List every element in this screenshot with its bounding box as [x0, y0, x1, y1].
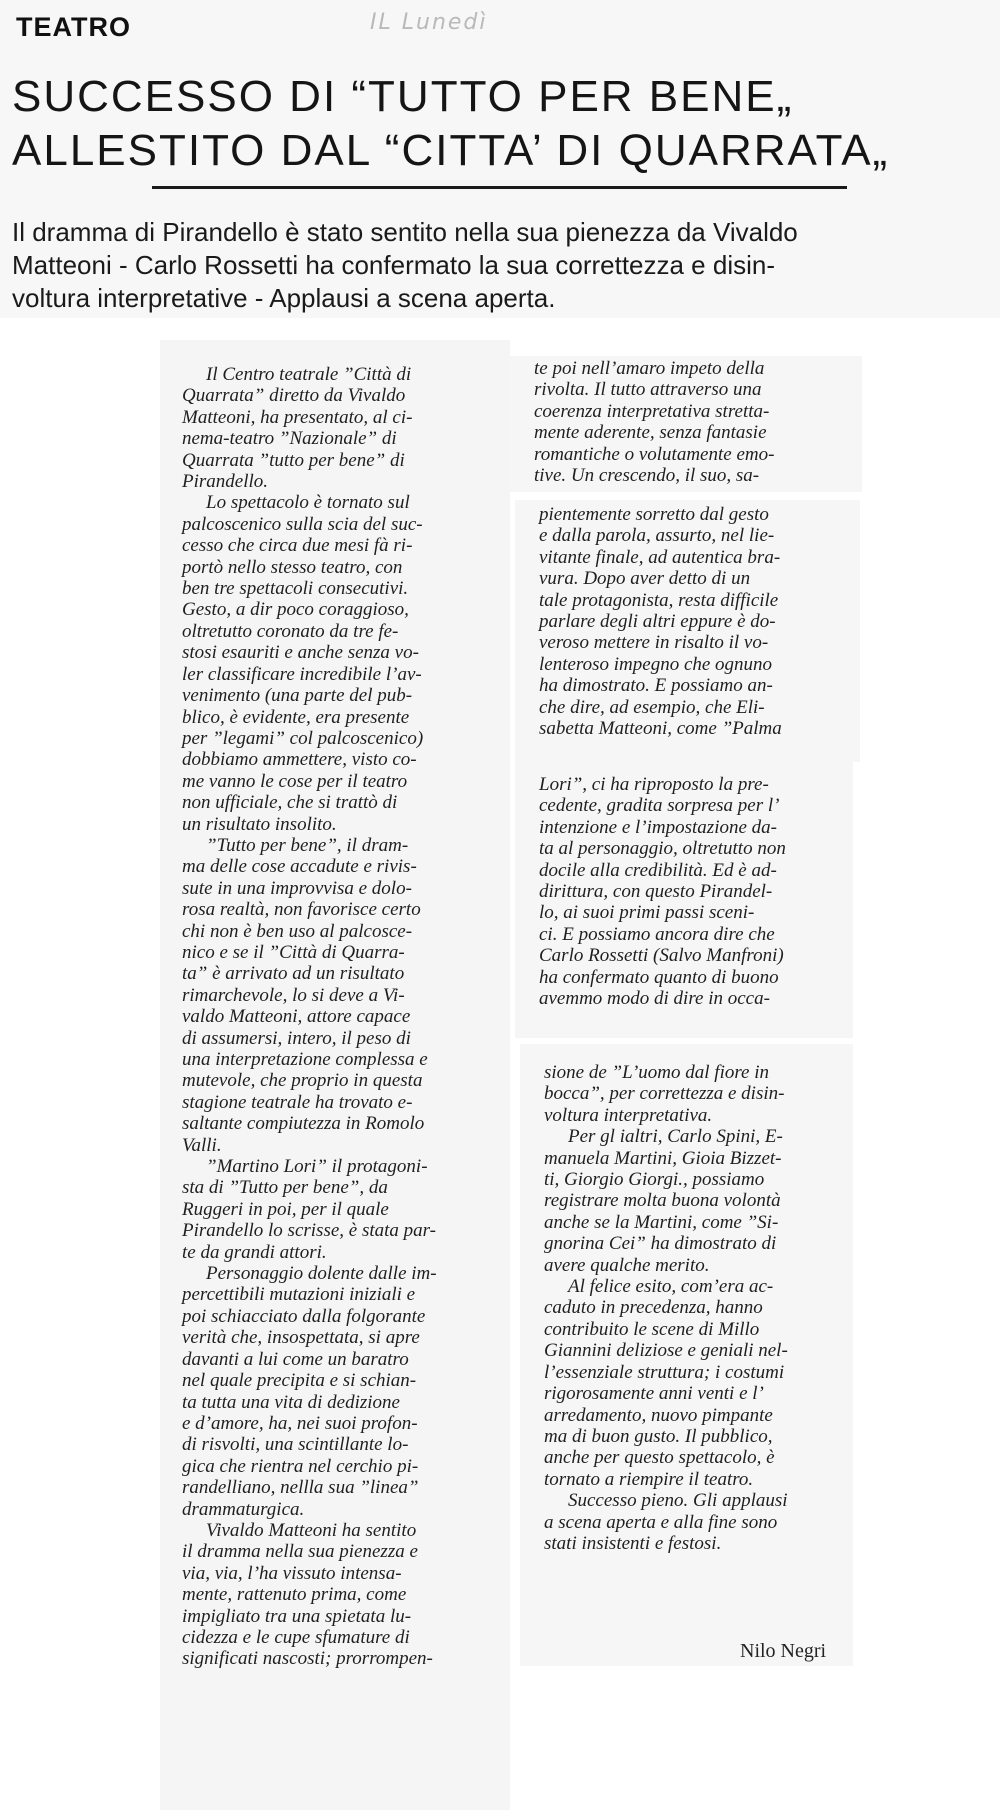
article-line: Pirandello lo scrisse, è stata par- [182, 1220, 436, 1242]
article-line: sabetta Matteoni, come ”Palma [539, 718, 782, 740]
article-line: rivolta. Il tutto attraverso una [534, 379, 762, 401]
article-line: Gesto, a dir poco coraggioso, [182, 599, 409, 621]
article-line: ”Martino Lori” il protagoni- [206, 1156, 428, 1178]
article-line: una interpretazione complessa e [182, 1049, 428, 1070]
article-line: nico e se il ”Città di Quarra- [182, 941, 405, 963]
article-line: lo, ai suoi primi passi sceni- [539, 902, 755, 924]
article-line: dirittura, con questo Pirandel- [539, 881, 773, 903]
article-line: ”Tutto per bene”, il dram- [206, 834, 409, 856]
article-line: Per gl ialtri, Carlo Spini, E- [568, 1126, 783, 1148]
article-line: bocca”, per correttezza e disin- [544, 1083, 785, 1105]
article-line: non ufficiale, che si trattò di [182, 792, 398, 814]
article-line: nel quale precipita e si schian- [182, 1370, 417, 1392]
article-line: caduto in precedenza, hanno [544, 1297, 763, 1319]
subheadline-line: Matteoni - Carlo Rossetti ha confermato la sua correttezza e disin- [12, 250, 776, 280]
article-line: Vivaldo Matteoni ha sentito [206, 1519, 417, 1541]
article-line: sta di ”Tutto per bene”, da [182, 1177, 388, 1199]
article-line: ti, Giorgio Giorgi., possiamo [544, 1169, 765, 1191]
subheadline-line: Il dramma di Pirandello è stato sentito nella sua pienezza da Vivaldo [12, 217, 798, 247]
article-line: te poi nell’amaro impeto della [534, 358, 765, 379]
article-line: stosi esauriti e anche senza vo- [182, 642, 419, 664]
article-line: l’essenziale struttura; i costumi [544, 1361, 785, 1383]
article-line: mente, rattenuto prima, come [182, 1584, 407, 1606]
article-line: e d’amore, ha, nei suoi profon- [182, 1412, 418, 1434]
article-line: via, via, l’ha vissuto intensa- [182, 1562, 402, 1584]
article-line: ha dimostrato. E possiamo an- [539, 675, 773, 697]
headline [12, 70, 997, 178]
article-line: sione de ”L’uomo dal fiore in [544, 1062, 770, 1083]
article-line: e dalla parola, assurto, nel lie- [539, 525, 775, 547]
article-line: manuela Martini, Gioia Bizzet- [544, 1147, 782, 1169]
article-line: gnorina Cei” ha dimostrato di [544, 1233, 777, 1255]
article-line: coerenza interpretativa stretta- [534, 400, 770, 422]
article-line: poi schiacciato dalla folgorante [182, 1305, 426, 1327]
article-line: Matteoni, ha presentato, al ci- [182, 406, 413, 428]
article-line: cidezza e le cupe sfumature di [182, 1626, 410, 1648]
article-line: drammaturgica. [182, 1498, 305, 1520]
article-line: Pirandello. [182, 471, 269, 493]
article-line: ma delle cose accadute e rivis- [182, 856, 417, 878]
article-line: cesso che circa due mesi fà ri- [182, 535, 413, 557]
article-line: Giannini deliziose e geniali nel- [544, 1340, 788, 1362]
article-line: significati nascosti; prorrompen- [182, 1648, 433, 1670]
article-line: pientemente sorretto dal gesto [539, 504, 769, 525]
article-line: davanti a lui come un baratro [182, 1348, 409, 1370]
article-line: palcoscenico sulla scia del suc- [182, 513, 423, 535]
article-line: anche se la Martini, come ”Si- [544, 1211, 779, 1233]
article-line: ta tutta una vita di dedizione [182, 1391, 400, 1413]
article-line: tornato a riempire il teatro. [544, 1468, 754, 1490]
article-line: un risultato insolito. [182, 813, 337, 835]
article-line: rimarchevole, lo si deve a Vi- [182, 984, 405, 1006]
article-line: ta al personaggio, oltretutto non [539, 838, 786, 860]
article-clip-1 [510, 356, 862, 492]
article-line: registrare molta buona volontà [544, 1190, 781, 1212]
article-line: verità che, insospettata, si apre [182, 1327, 420, 1349]
article-line: ler classificare incredibile l’av- [182, 663, 422, 685]
article-line: oltretutto coronato da tre fe- [182, 620, 399, 642]
article-line: a scena aperta e alla fine sono [544, 1511, 778, 1533]
article-line: romantiche o volutamente emo- [534, 443, 775, 465]
headline-rule [152, 186, 847, 189]
article-line: saltante compiutezza in Romolo [182, 1113, 425, 1135]
article-line: impigliato tra una spietata lu- [182, 1605, 412, 1627]
article-line: Lo spettacolo è tornato sul [206, 492, 410, 514]
article-line: avemmo modo di dire in occa- [539, 988, 770, 1010]
article-clip-4 [520, 1044, 853, 1666]
article-line: dobbiamo ammettere, visto co- [182, 749, 417, 771]
article-line: blico, è evidente, era presente [182, 706, 410, 728]
article-line: contribuito le scene di Millo [544, 1318, 760, 1340]
article-line: ha confermato quanto di buono [539, 966, 779, 988]
subheadline-line: voltura interpretative - Applausi a scena aperta. [12, 283, 556, 313]
article-clip-2 [515, 500, 860, 762]
subheadline [12, 216, 992, 315]
article-clip-3 [515, 762, 853, 1038]
article-line: avere qualche merito. [544, 1254, 710, 1276]
article-line: rosa realtà, non favorisce certo [182, 899, 421, 921]
article-line: il dramma nella sua pienezza e [182, 1541, 418, 1563]
article-line: rigorosamente anni venti e l’ [544, 1383, 764, 1405]
article-line: di assumersi, intero, il peso di [182, 1027, 411, 1049]
article-line: Quarrata” diretto da Vivaldo [182, 385, 406, 407]
article-line: cedente, gradita sorpresa per l’ [539, 795, 780, 817]
article-line: Successo pieno. Gli applausi [568, 1490, 788, 1512]
article-line: vitante finale, ad autentica bra- [539, 546, 781, 568]
article-line: venimento (una parte del pub- [182, 685, 413, 707]
headline-line: ALLESTITO DAL “CITTA’ DI QUARRATA„ [12, 126, 890, 175]
article-line: ta” è arrivato ad un risultato [182, 963, 405, 985]
article-line: vura. Dopo aver detto di un [539, 568, 751, 590]
article-line: portò nello stesso teatro, con [182, 556, 403, 578]
article-line: valdo Matteoni, attore capace [182, 1006, 411, 1028]
article-line: me vanno le cose per il teatro [182, 770, 408, 792]
article-line: te da grandi attori. [182, 1241, 327, 1263]
article-line: Il Centro teatrale ”Città di [206, 364, 412, 385]
article-line: intenzione e l’impostazione da- [539, 816, 777, 838]
article-line: Ruggeri in poi, per il quale [182, 1198, 389, 1220]
article-line: anche per questo spettacolo, è [544, 1447, 775, 1469]
article-line: ma di buon gusto. Il pubblico, [544, 1425, 773, 1447]
article-line: ci. E possiamo ancora dire che [539, 923, 775, 945]
article-column-left [160, 340, 510, 1810]
article-line: randelliano, nellla sua ”linea” [182, 1477, 419, 1499]
article-line: ben tre spettacoli consecutivi. [182, 578, 409, 600]
article-line: per ”legami” col palcoscenico) [182, 727, 424, 749]
article-line: nema-teatro ”Nazionale” di [182, 428, 397, 450]
article-line: tive. Un crescendo, il suo, sa- [534, 465, 760, 487]
article-line: tale protagonista, resta difficile [539, 589, 779, 611]
article-line: gica che rientra nel cerchio pi- [182, 1455, 419, 1477]
article-line: voltura interpretativa. [544, 1104, 713, 1126]
article-line: percettibili mutazioni iniziali e [182, 1284, 416, 1306]
article-line: stati insistenti e festosi. [544, 1532, 722, 1554]
article-line: Personaggio dolente dalle im- [206, 1263, 437, 1285]
section-label: TEATRO [16, 12, 131, 42]
article-line: Carlo Rossetti (Salvo Manfroni) [539, 945, 784, 967]
article-line: Quarrata ”tutto per bene” di [182, 449, 405, 471]
article-line: mutevole, che proprio in questa [182, 1070, 423, 1092]
article-line: sute in una improvvisa e dolo- [182, 877, 412, 899]
article-line: mente aderente, senza fantasie [534, 422, 767, 444]
article-line: chi non è ben uso al palcosce- [182, 920, 413, 942]
article-line: docile alla credibilità. Ed è ad- [539, 859, 777, 881]
article-line: arredamento, nuovo pimpante [544, 1404, 773, 1426]
article-line: Valli. [182, 1134, 222, 1156]
article-line: parlare degli altri eppure è do- [539, 611, 776, 633]
article-line: Lori”, ci ha riproposto la pre- [539, 774, 769, 795]
article-line: di risvolti, una scintillante lo- [182, 1434, 409, 1456]
headline-line: SUCCESSO DI “TUTTO PER BENE„ [12, 72, 794, 121]
handwritten-note: IL Lunedì [370, 10, 488, 35]
article-line: Al felice esito, com’era ac- [568, 1276, 774, 1298]
article-line: lenteroso impegno che ognuno [539, 653, 773, 675]
article-line: stagione teatrale ha trovato e- [182, 1091, 413, 1113]
article-line: veroso mettere in risalto il vo- [539, 632, 769, 654]
article-line: che dire, ad esempio, che Eli- [539, 696, 765, 718]
author-signature: Nilo Negri [740, 1640, 827, 1662]
